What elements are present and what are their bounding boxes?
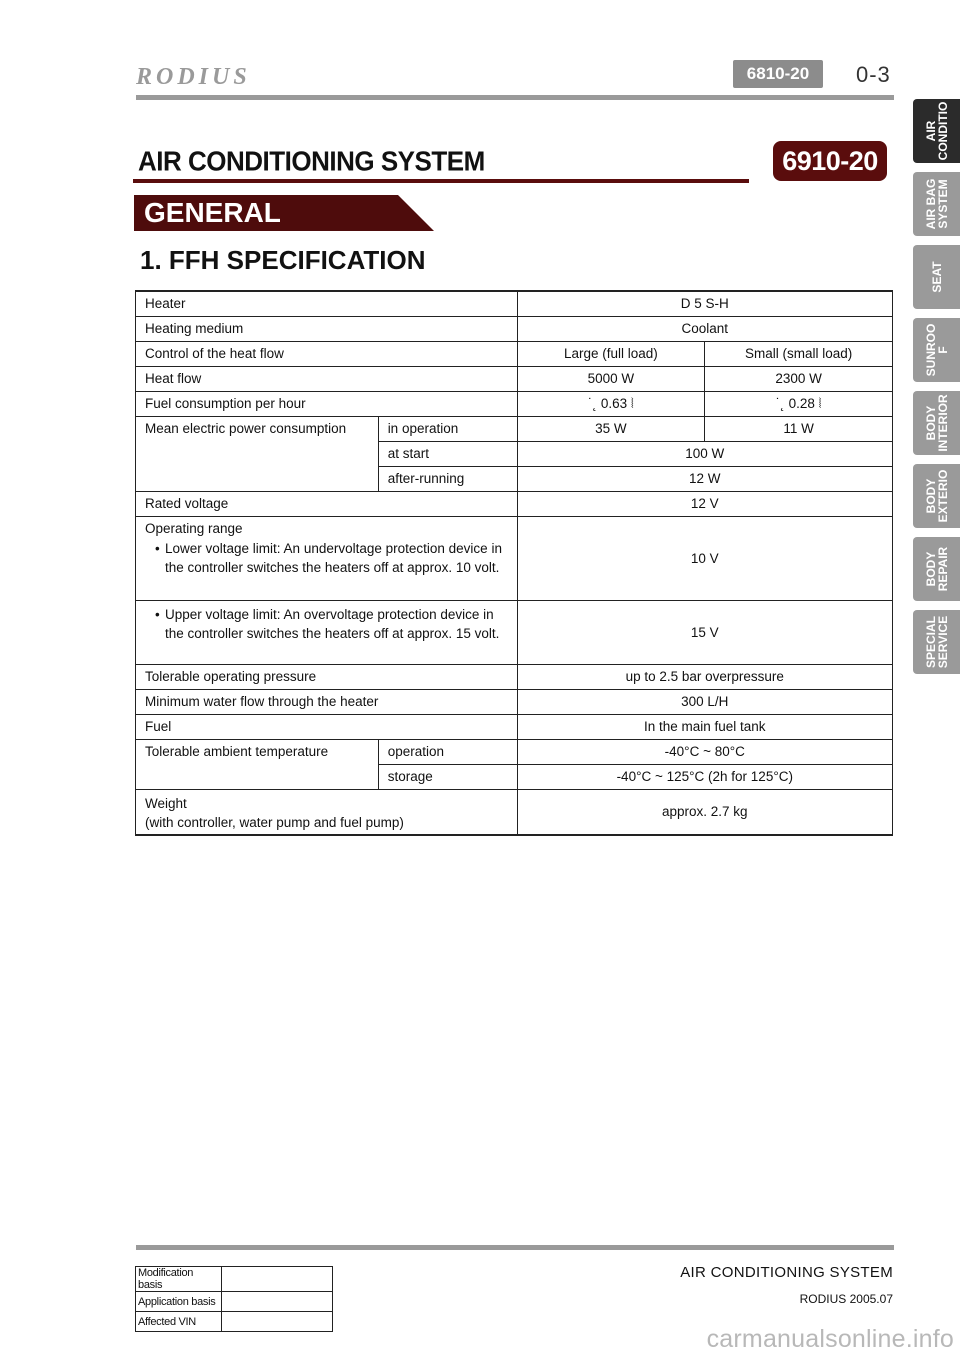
operating-range-lower-cell: [136, 516, 518, 600]
modification-basis-label: Modification basis: [136, 1267, 222, 1292]
side-tab-sunroof[interactable]: SUNROO F: [913, 318, 960, 382]
bullet-icon: •: [155, 540, 160, 556]
power-label: Mean electric power consumption: [136, 416, 379, 491]
modification-table: [135, 1266, 333, 1332]
control-label: Control of the heat flow: [136, 341, 518, 366]
pressure-value: up to 2.5 bar overpressure: [517, 664, 892, 689]
power-operation-large: 35 W: [517, 416, 705, 441]
heater-value: D 5 S-H: [517, 291, 892, 316]
side-tab-air-conditioning[interactable]: AIR CONDITIO: [913, 99, 960, 163]
water-flow-value: 300 L/H: [517, 689, 892, 714]
ambient-operation-value: -40°C ~ 80°C: [517, 739, 892, 764]
operating-range-label: Operating range: [145, 520, 243, 536]
affected-vin-label: Affected VIN: [136, 1312, 222, 1332]
affected-vin-value: [222, 1312, 333, 1332]
ambient-storage-value: -40°C ~ 125°C (2h for 125°C): [517, 764, 892, 789]
control-large: Large (full load): [517, 341, 705, 366]
table-row: [136, 1312, 333, 1332]
upper-voltage-item: [145, 605, 508, 643]
fuel-value: In the main fuel tank: [517, 714, 892, 739]
fuel-consumption-large: ˙˛ 0.63 ⦚: [517, 391, 705, 416]
footer-divider: [136, 1245, 894, 1250]
modification-basis-value: [222, 1267, 333, 1292]
application-basis-value: [222, 1292, 333, 1312]
side-tab-air-bag-system[interactable]: AIR BAG SYSTEM: [913, 172, 960, 236]
weight-note: (with controller, water pump and fuel pump): [145, 814, 404, 830]
weight-label: Weight: [145, 795, 187, 811]
table-row: [136, 739, 893, 764]
medium-value: Coolant: [517, 316, 892, 341]
upper-voltage-value: 15 V: [517, 600, 892, 664]
table-row: [136, 1267, 333, 1292]
fuel-label: Fuel: [136, 714, 518, 739]
table-row: [136, 600, 893, 664]
fuel-consumption-small: ˙˛ 0.28 ⦚: [705, 391, 893, 416]
power-after-label: after-running: [378, 466, 517, 491]
table-row: [136, 416, 893, 441]
section-code-badge: 6910-20: [773, 141, 887, 181]
general-banner: [134, 195, 434, 231]
lower-voltage-value: 10 V: [517, 516, 892, 600]
application-basis-label: Application basis: [136, 1292, 222, 1312]
spec-title: 1. FFH SPECIFICATION: [140, 245, 426, 275]
fuel-consumption-label: Fuel consumption per hour: [136, 391, 518, 416]
weight-cell: [136, 789, 518, 835]
water-flow-label: Minimum water flow through the heater: [136, 689, 518, 714]
power-operation-small: 11 W: [705, 416, 893, 441]
flow-large: 5000 W: [517, 366, 705, 391]
rated-voltage-label: Rated voltage: [136, 491, 518, 516]
power-operation-label: in operation: [378, 416, 517, 441]
table-row: [136, 341, 893, 366]
table-row: [136, 291, 893, 316]
ambient-storage-label: storage: [378, 764, 517, 789]
table-row: [136, 516, 893, 600]
medium-label: Heating medium: [136, 316, 518, 341]
table-row: [136, 789, 893, 835]
heater-label: Heater: [136, 291, 518, 316]
side-tab-seat[interactable]: SEAT: [913, 245, 960, 309]
table-row: [136, 491, 893, 516]
table-row: [136, 366, 893, 391]
ambient-label: Tolerable ambient temperature: [136, 739, 379, 789]
flow-small: 2300 W: [705, 366, 893, 391]
weight-value: approx. 2.7 kg: [517, 789, 892, 835]
page-number: 0-3: [856, 62, 891, 87]
table-row: [136, 316, 893, 341]
site-watermark: carmanualsonline.info: [706, 1325, 954, 1353]
ambient-operation-label: operation: [378, 739, 517, 764]
section-title-underline: [133, 179, 749, 183]
footer-title: AIR CONDITIONING SYSTEM: [680, 1264, 893, 1281]
ffh-spec-table: [135, 290, 893, 836]
footer-model-date: RODIUS 2005.07: [799, 1292, 893, 1306]
power-start-label: at start: [378, 441, 517, 466]
pressure-label: Tolerable operating pressure: [136, 664, 518, 689]
table-row: [136, 689, 893, 714]
power-after-value: 12 W: [517, 466, 892, 491]
section-title: AIR CONDITIONING SYSTEM: [138, 144, 485, 178]
rodius-logo: RODIUS: [136, 64, 251, 90]
control-small: Small (small load): [705, 341, 893, 366]
general-banner-label: GENERAL: [144, 197, 281, 228]
header-divider: [136, 95, 894, 100]
header-code-badge: 6810-20: [733, 60, 823, 88]
side-tab-special-service[interactable]: SPECIAL SERVICE: [913, 610, 960, 674]
operating-range-upper-cell: [136, 600, 518, 664]
side-tab-body-exterior[interactable]: BODY EXTERIO: [913, 464, 960, 528]
side-tab-body-interior[interactable]: BODY INTERIOR: [913, 391, 960, 455]
rated-voltage-value: 12 V: [517, 491, 892, 516]
table-row: [136, 1292, 333, 1312]
bullet-icon: •: [155, 606, 160, 622]
table-row: [136, 664, 893, 689]
power-start-value: 100 W: [517, 441, 892, 466]
table-row: [136, 714, 893, 739]
side-tab-body-repair[interactable]: BODY REPAIR: [913, 537, 960, 601]
lower-voltage-text: Lower voltage limit: An undervoltage protection device in the controller switches the heaters off at approx. 10 volt.: [165, 540, 502, 575]
lower-voltage-item: [145, 539, 508, 577]
table-row: [136, 391, 893, 416]
flow-label: Heat flow: [136, 366, 518, 391]
upper-voltage-text: Upper voltage limit: An overvoltage protection device in the controller switches the heaters off at approx. 15 volt.: [165, 606, 500, 641]
